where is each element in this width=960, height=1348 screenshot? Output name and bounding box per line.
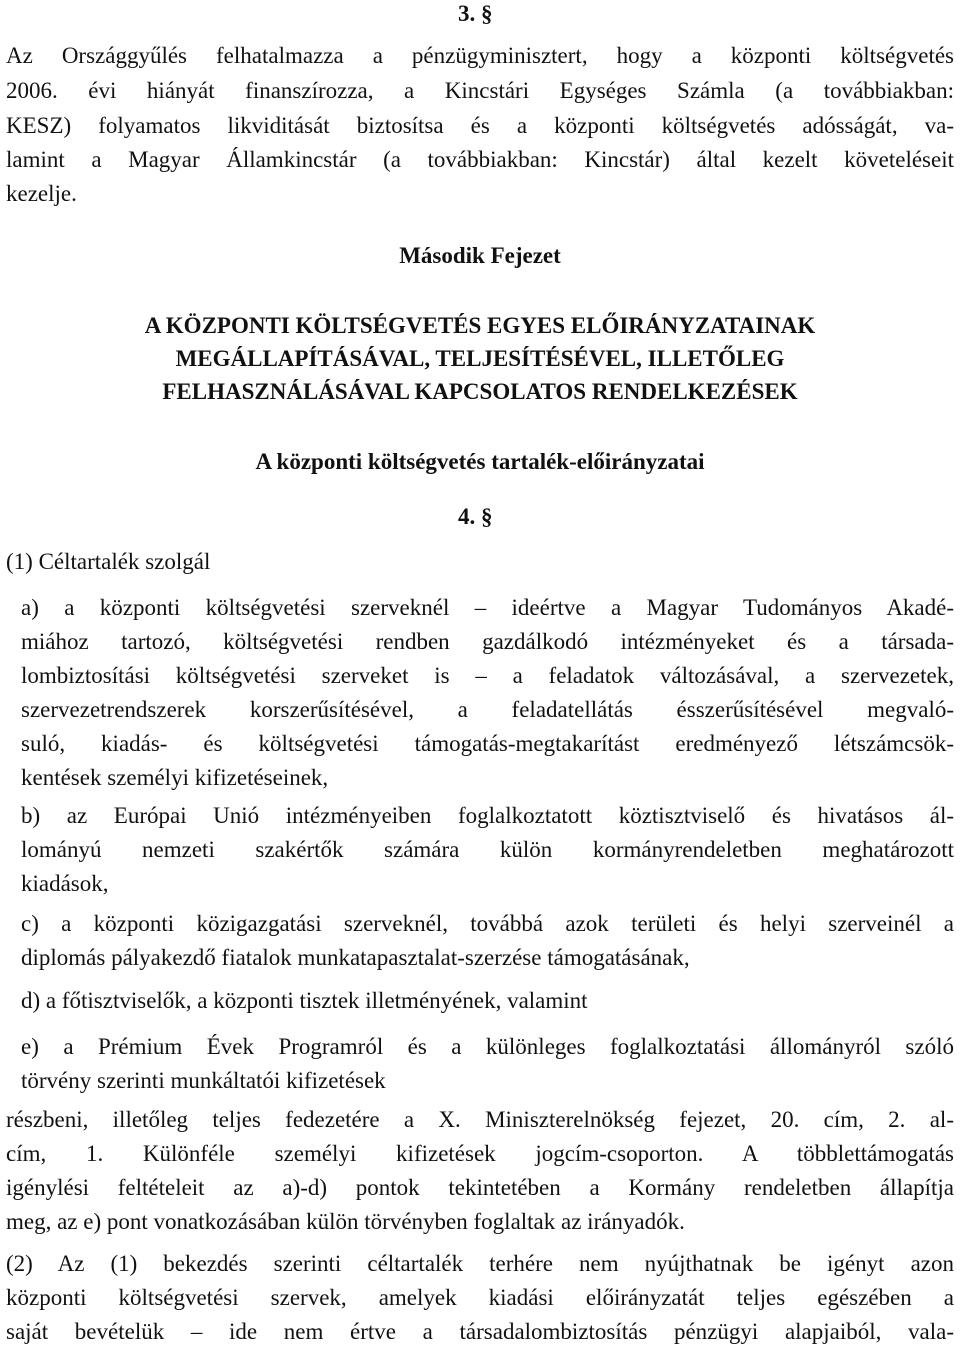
closing-line: igénylési feltételeit az a)-d) pontok tekintetében a Kormány rendeletben állapítja [6,1175,954,1200]
closing-line: meg, az e) pont vonatkozásában külön törvényben foglaltak az irányadók. [6,1209,685,1234]
list-item-e-line: e) a Prémium Évek Programról és a különleges foglalkoztatási állományról szóló [21,1034,954,1059]
subsection-title: A központi költségvetés tartalék-előirányzatai [255,449,705,474]
list-item-a-line: kentések személyi kifizetéseinek, [21,765,329,790]
list-item-a-line: miához tartozó, költségvetési rendben gazdálkodó intézményeket és a társada- [21,629,954,654]
list-item-b-line: lományú nemzeti szakértők számára külön kormányrendeletben meghatározott [21,837,954,862]
section-3-line: 2006. évi hiányát finanszírozza, a Kincstári Egységes Számla (a továbbiakban: [6,78,954,103]
section-3-line: Az Országgyűlés felhatalmazza a pénzügyminisztert, hogy a központi költségvetés [6,43,954,68]
list-item-a-line: lombiztosítási költségvetési szerveket is – a feladatok változásával, a szervezetek, [21,663,954,688]
list-item-c-line: diplomás pályakezdő fiatalok munkatapasztalat-szerzése támogatásának, [21,945,690,970]
section-3-line: lamint a Magyar Államkincstár (a továbbiakban: Kincstár) által kezelt követeléseit [6,147,954,172]
list-item-d-line: d) a főtisztviselők, a központi tisztek illetményének, valamint [21,988,588,1013]
list-item-b-line: kiadások, [21,871,109,896]
paragraph-2-line: saját bevételük – ide nem értve a társadalombiztosítás pénzügyi alapjaiból, vala- [6,1319,954,1344]
chapter-subtitle-line: FELHASZNÁLÁSÁVAL KAPCSOLATOS RENDELKEZÉSEK [162,379,798,404]
chapter-subtitle-line: MEGÁLLAPÍTÁSÁVAL, TELJESÍTÉSÉVEL, ILLETŐLEG [175,346,785,371]
section-4-intro: (1) Céltartalék szolgál [6,549,211,574]
list-item-a-line: szervezetrendszerek korszerűsítésével, a feladatellátás ésszerűsítésével megvaló- [21,697,954,722]
list-item-b-line: b) az Európai Unió intézményeiben foglalkoztatott köztisztviselő és hivatásos ál- [21,803,954,828]
paragraph-2-line: központi költségvetési szervek, amelyek kiadási előirányzatát teljes egészében a [6,1285,954,1310]
section-3-line: KESZ) folyamatos likviditását biztosítsa és a központi költségvetés adósságát, va- [6,113,954,138]
closing-line: részbeni, illetőleg teljes fedezetére a X. Miniszterelnökség fejezet, 20. cím, 2. al- [6,1107,954,1132]
section-3-heading: 3. § [458,1,493,26]
paragraph-2-line: (2) Az (1) bekezdés szerinti céltartalék terhére nem nyújthatnak be igényt azon [6,1251,954,1276]
section-3-line: kezelje. [6,181,77,206]
chapter-subtitle-line: A KÖZPONTI KÖLTSÉGVETÉS EGYES ELŐIRÁNYZATAINAK [144,313,816,338]
closing-line: cím, 1. Különféle személyi kifizetések jogcím-csoporton. A többlettámogatás [6,1141,954,1166]
list-item-a-line: a) a központi költségvetési szerveknél – ideértve a Magyar Tudományos Akadé- [21,595,954,620]
list-item-a-line: suló, kiadás- és költségvetési támogatás-megtakarítást eredményező létszámcsök- [21,731,954,756]
section-4-heading: 4. § [458,504,493,529]
list-item-e-line: törvény szerinti munkáltatói kifizetések [21,1068,386,1093]
chapter-title: Második Fejezet [399,243,561,268]
list-item-c-line: c) a központi közigazgatási szerveknél, továbbá azok területi és helyi szerveinél a [21,911,954,936]
